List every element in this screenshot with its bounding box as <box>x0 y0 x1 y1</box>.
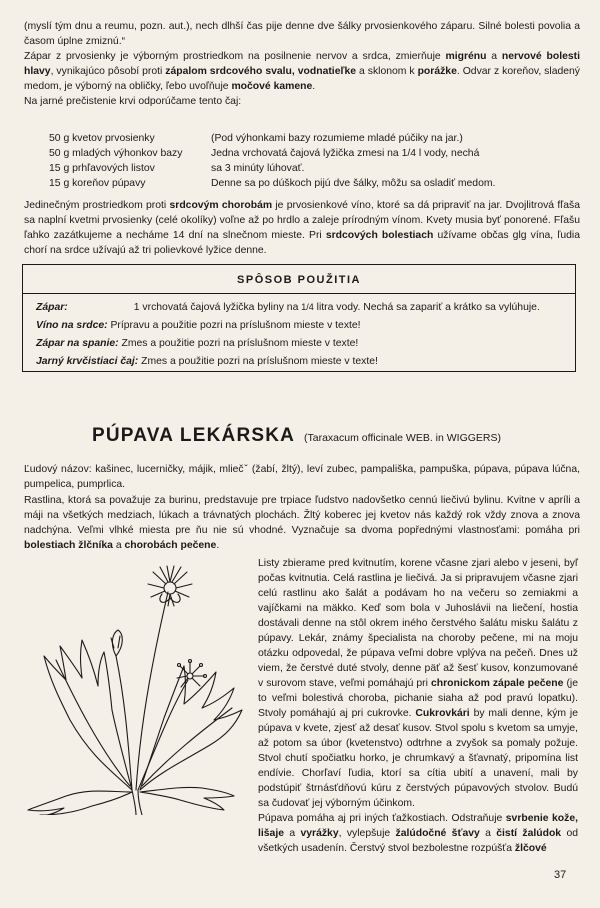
dandelion-illustration <box>20 560 252 815</box>
usage-row <box>36 300 575 318</box>
description-section <box>24 493 580 553</box>
usage-box <box>22 264 576 372</box>
text-run: Listy zbierame pred kvitnutím, korene včasne zjari alebo v jeseni, byľ počas kvitnutia. Celá rastlina je liečivá. Ja si pripravujem včasne zjari celú rastlinu ako šalát a podávam ho na večeru so zemiakmi a vajíčkami na mäkko. Keď som bola v Juhoslávii na liečení, hostia dostávali denne na stôl okrem iného čerstvého šalátu misku šalátu z púpavy. Lekár, známy špecialista na choroby pečene, mi na moju otázku odpovedal, že púpava veľmi dobre vplýva na pečeň. Dnes už viem, že čerstvé duté stvoly, denne päť až šesť kusov, konzumované v surovom stave, veľmi pomáhajú pri <box>258 558 578 689</box>
page-number: 37 <box>554 869 567 881</box>
usage-row <box>36 336 575 354</box>
text-run: močové kamene <box>231 81 313 92</box>
folk-name-paragraph: Ľudový názov: kašinec, lucerničky, májik, mliečˇ (žabí, žltý), leví zubec, pampališka, pampuška, púpava, púpava lúčna, pumpelica, pumprlica. <box>24 464 580 490</box>
text-run: a <box>112 540 125 551</box>
usage-text: Zmes a použitie pozri na príslušnom mieste v texte! <box>141 356 378 367</box>
text-run: vyrážky <box>300 828 339 839</box>
usage-text: litra vody. Nechá sa zapariť a krátko sa vylúhuje. <box>313 302 540 313</box>
text-run: bolestiach žlčníka <box>24 540 113 551</box>
recipe-row <box>49 176 569 191</box>
text-run: Púpava pomáha aj pri iných ťažkostiach. Odstraňuje <box>258 813 506 824</box>
intro-section <box>24 19 580 109</box>
text-run: (je to veľmi bolestivá choroba, pichanie siaha až pod pravú lopatku). Stvoly pomáhajú aj pri cukrovke. <box>258 678 578 719</box>
text-run: porážke <box>417 66 457 77</box>
usage-text: Prípravu a použitie pozri na príslušnom mieste v texte! <box>110 320 361 331</box>
usage-title: SPÔSOB POUŽITIA <box>237 274 361 286</box>
text-run: , vylepšuje <box>338 828 396 839</box>
text-run: a <box>479 828 497 839</box>
recipe-note: sa 3 minúty lúhovať. <box>211 163 305 174</box>
description-paragraph <box>24 493 580 553</box>
text-run: Jedinečným prostriedkom proti <box>24 200 170 211</box>
text-run: a <box>486 51 502 62</box>
text-run: od všetkých usadenín. Čerstvý stvol bezbolestne rozpúšťa <box>258 828 578 854</box>
herb-title: PÚPAVA LEKÁRSKA <box>92 425 296 446</box>
text-run: žlčové <box>514 843 547 854</box>
recipe-row <box>49 161 569 176</box>
text-run: by mali denne, kým je púpava v kvete, zjesť až desať kusov. Stvol spolu s kvetom sa umyje, až potom sa úbor (kvetenstvo) odtrhne a zvyšok sa pomaly požuje. Stvol chutí spočiatku horko, je chrumkavý a šťavnatý, pripomína list endívie. Chorľaví ľudia, ktorí sa cítia ubití a unavení, mali by podstúpiť štrnásťdňovú kúru z čerstvých púpavových stvolov. Budú sa čudovať jej výborným účinkom. <box>258 708 579 809</box>
text-run: čistí žalúdok <box>496 828 562 839</box>
usage-label: Zápar: <box>36 302 68 313</box>
folk-names <box>24 462 580 492</box>
herb-heading <box>92 425 502 446</box>
text-run: , vynikajúco pôsobí proti <box>50 66 166 77</box>
right-paragraph-2 <box>258 811 578 856</box>
usage-label: Zápar na spanie: <box>36 338 119 349</box>
text-run: žalúdočné šťavy <box>395 828 480 839</box>
usage-text: 1 vrchovatá čajová lyžička byliny na <box>133 302 302 313</box>
text-run: Cukrovkári <box>415 708 470 719</box>
usage-label: Víno na srdce: <box>36 320 108 331</box>
usage-rows <box>23 294 575 372</box>
text-run: migrénu <box>445 51 487 62</box>
wine-section <box>24 198 580 258</box>
text-run: chronickom zápale pečene <box>430 678 564 689</box>
recipe-note: Jedna vrchovatá čajová lyžička zmesi na 1/4 l vody, nechá <box>211 148 480 159</box>
usage-row <box>36 318 575 336</box>
wine-paragraph <box>24 198 580 258</box>
intro-paragraph-2 <box>24 49 580 94</box>
text-run: chorobách pečene <box>124 540 217 551</box>
intro-paragraph-1: (myslí tým dnu a reumu, pozn. aut.), nech dlhší čas pije denne dve šálky prvosienkového záparu. Silné bolesti povolia a časom úplne zmiznú.“ <box>24 21 580 47</box>
recipe-row <box>49 146 569 161</box>
recipe-amount: 50 g mladých výhonkov bazy <box>49 148 183 159</box>
text-run: a <box>284 828 301 839</box>
usage-label: Jarný krvčistiaci čaj: <box>36 356 139 367</box>
text-run: Rastlina, ktorá sa považuje za burinu, predstavuje pre trpiace ľudstvo nadovšetko cennú liečivú bylinu. Kvitne v apríli a máji na všetkých medziach, lúkach a trávnatých plochách. Žltý koberec jej kvetov nás každý rok vždy znova a znova nadchýna. Veľmi vlhké miesta pre ňu nie sú vhodné. Vyznačuje sa dvoma popřednými vlastnosťami: pomáha pri <box>24 495 580 536</box>
usage-row <box>36 354 575 372</box>
recipe-table <box>49 131 569 191</box>
text-run: . <box>312 81 316 92</box>
text-run: je prvosienkové víno, ktoré sa dá pripraviť na jar. Dvojlitrová fľaša sa naplní kvetmi prvosienky (celé okolíky) voľne až po hrdlo a zaleje prírodným vínom. Kvety musia byť ponorené. Fľašu ľahko zazátkujeme a necháme 14 dní na slnečnom mieste. Pri <box>24 200 580 241</box>
recipe-amount: 15 g prhľavových listov <box>49 163 155 174</box>
usage-text: Zmes a použitie pozri na príslušnom mieste v texte! <box>121 338 359 349</box>
recipe-amount: 50 g kvetov prvosienky <box>49 133 155 144</box>
text-run: srdcovým chorobám <box>169 200 273 211</box>
right-column-text <box>258 556 578 856</box>
text-run: zápalom srdcového svalu, vodnatieľke <box>165 66 357 77</box>
recipe-amount: 15 g koreňov púpavy <box>49 178 146 189</box>
herb-latin-name: (Taraxacum officinale WEB. in WIGGERS) <box>303 432 502 444</box>
recipe-note: Denne sa po dúškoch pijú dve šálky, môžu sa osladiť medom. <box>211 178 496 189</box>
text-run: srdcových bolestiach <box>325 230 434 241</box>
text-run: nervové bolesti hlavy <box>24 51 580 77</box>
right-paragraph-1 <box>258 556 578 811</box>
text-run: . Odvar z koreňov, sladený medom, je výborný na obličky, ľebo uvoľňuje <box>24 66 581 92</box>
text-run: . <box>216 540 220 551</box>
usage-fraction: 1/4 <box>301 302 314 312</box>
recipe-row <box>49 131 569 146</box>
intro-paragraph-3: Na jarné prečistenie krvi odporúčame tento čaj: <box>24 96 242 107</box>
text-run: svrbenie kože, lišaje <box>258 813 578 839</box>
text-run: a sklonom k <box>356 66 418 77</box>
text-run: Zápar z prvosienky je výborným prostriedkom na posilnenie nervov a srdca, zmierňuje <box>24 51 446 62</box>
recipe-note: (Pod výhonkami bazy rozumieme mladé púčiky na jar.) <box>211 133 463 144</box>
text-run: užívame občas glg vína, ľudia chorí na srdce užívajú až tri polievkové lyžice denne. <box>24 230 580 256</box>
